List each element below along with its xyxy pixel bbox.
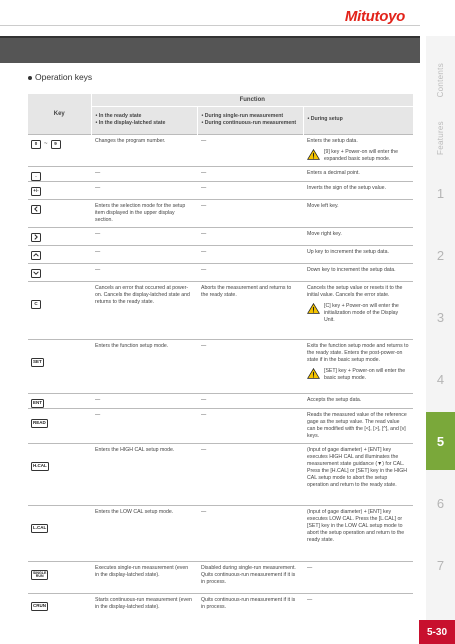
cell-ready: Enters the LOW CAL setup mode. [91,505,197,561]
tab-features[interactable]: Features [436,121,445,155]
warning-icon [307,149,320,160]
cell-setup: Move left key. [303,199,413,227]
table-row [28,561,413,593]
cell-ready: — [91,227,197,245]
cell-setup: Enters a decimal point. [303,166,413,181]
key-cell: 0 ~ 9 [28,134,91,166]
cell-measurement: Disabled during single-run measurement. Quits continuous-run measurement if it is in process. [197,561,303,593]
table-row [28,339,413,393]
cell-ready: — [91,408,197,443]
table-row [28,443,413,505]
bullet-icon [28,76,32,80]
cell-ready: — [91,263,197,281]
cell-ready: Changes the program number. [91,134,197,166]
key-crun: CRUN [31,602,48,611]
cell-ready: Cancels an error that occurred at power-on. Cancels the display-latched state and returns to the ready state. [91,281,197,339]
header-setup: • During setup [303,106,413,134]
cell-measurement: — [197,339,303,393]
table-row [28,408,413,443]
chapter-tabs [426,36,455,644]
key-cell [28,393,91,408]
cell-ready: — [91,181,197,199]
table-row [28,393,413,408]
up-arrow-icon [33,252,39,258]
cell-setup: (Input of gage diameter) + [ENT] key executes HIGH CAL and illuminates the measurement state guidance (▼) for CAL. Press the [H.CAL] or [SET] key in the HIGH CAL setup mode to abort the setup operation and return to the ready state. [303,443,413,505]
key-9: 9 [51,140,61,149]
key-lcal: L.CAL [31,524,48,533]
table-row [28,281,413,339]
note: [C] key + Power-on will enter the initialization mode of the Display Unit. [307,303,409,324]
table-row [28,134,413,166]
key-cell [28,281,91,339]
tab-chapter-5[interactable]: 5 [426,412,455,470]
cell-setup: Cancels the setup value or resets it to the initial value. Cancels the error state. [C] key + Power-on will enter the initialization mode of the Display Unit. [303,281,413,339]
section-title: Operation keys [28,72,92,82]
key-cell [28,227,91,245]
cell-setup: Enters the setup data. [9] key + Power-on will enter the expanded basic setup mode. [303,134,413,166]
cell-setup: Down key to increment the setup data. [303,263,413,281]
key-c: C [31,300,41,309]
key-cell [28,339,91,393]
tab-contents[interactable]: Contents [436,62,445,98]
tab-chapter-2[interactable]: 2 [436,247,445,263]
key-hcal: H.CAL [31,462,49,471]
cell-measurement: — [197,408,303,443]
cell-measurement: — [197,199,303,227]
header-divider [0,25,420,26]
cell-measurement: — [197,505,303,561]
key-right [31,233,41,242]
table-row [28,593,413,621]
cell-measurement: — [197,227,303,245]
key-cell [28,408,91,443]
note: [SET] key + Power-on will enter the basic setup mode. [307,368,409,382]
cell-setup: — [303,593,413,621]
cell-setup: Move right key. [303,227,413,245]
key-cell [28,443,91,505]
cell-measurement: — [197,134,303,166]
key-cell [28,263,91,281]
key-0: 0 [31,140,41,149]
note: [9] key + Power-on will enter the expanded basic setup mode. [307,149,409,163]
cell-ready: — [91,393,197,408]
cell-setup: Up key to increment the setup data. [303,245,413,263]
cell-ready: — [91,166,197,181]
left-arrow-icon [33,206,39,212]
header-key: Key [28,94,91,134]
key-decimal: . [31,172,41,181]
cell-ready: Enters the selection mode for the setup item displayed in the upper display section. [91,199,197,227]
cell-ready: Enters the function setup mode. [91,339,197,393]
table-row [28,227,413,245]
key-cell [28,505,91,561]
key-cell [28,166,91,181]
key-up [31,251,41,260]
key-cell [28,593,91,621]
cell-measurement: Aborts the measurement and returns to the ready state. [197,281,303,339]
header-function: Function [91,94,413,106]
page-number: 5-30 [419,620,455,644]
tab-chapter-7[interactable]: 7 [436,557,445,573]
cell-measurement: — [197,263,303,281]
cell-ready: Starts continuous-run measurement (even in the display-latched state). [91,593,197,621]
warning-icon [307,303,320,314]
mitutoyo-logo: Mitutoyo [344,8,405,25]
table-row [28,263,413,281]
cell-setup: Inverts the sign of the setup value. [303,181,413,199]
cell-measurement: — [197,393,303,408]
key-set: SET [31,358,44,367]
header-ready-state: • In the ready state • In the display-latched state [91,106,197,134]
cell-ready: Executes single-run measurement (even in the display-latched state). [91,561,197,593]
key-single-run: SINGLE RUN [33,570,47,579]
table-row [28,166,413,181]
warning-icon [307,368,320,379]
cell-measurement: — [197,245,303,263]
tab-chapter-3[interactable]: 3 [436,309,445,325]
cell-measurement: — [197,166,303,181]
cell-setup: (Input of gage diameter) + [ENT] key executes LOW CAL. Press the [L.CAL] or [SET] key in the LOW CAL setup mode to abort the setup operation and return to the ready state. [303,505,413,561]
table-row [28,181,413,199]
table-row [28,505,413,561]
tab-chapter-6[interactable]: 6 [436,495,445,511]
operation-keys-table [28,94,413,621]
down-arrow-icon [33,270,39,276]
cell-measurement: Quits continuous-run measurement if it is in process. [197,593,303,621]
cell-setup: Reads the measured value of the reference gage as the setup value. The read value can be modified with the [<], [>], [^], and [v] keys. [303,408,413,443]
table-row [28,245,413,263]
tab-chapter-1[interactable]: 1 [436,185,445,201]
key-sign: +/- [31,187,41,196]
header-measurement: • During single-run measurement • During continuous-run measurement [197,106,303,134]
cell-ready: Enters the HIGH CAL setup mode. [91,443,197,505]
cell-measurement: — [197,443,303,505]
cell-setup: Accepts the setup data. [303,393,413,408]
tab-chapter-4[interactable]: 4 [436,371,445,387]
key-down [31,269,41,278]
key-read: READ [31,419,48,428]
cell-measurement: — [197,181,303,199]
key-cell [28,561,91,593]
key-cell [28,181,91,199]
header-bar [0,36,420,63]
cell-setup: — [303,561,413,593]
table-row [28,199,413,227]
key-left [31,205,41,214]
right-arrow-icon [33,234,39,240]
key-cell [28,245,91,263]
cell-setup: Exits the function setup mode and returns to the ready state. Enters the post-power-on state if in the basic setup mode. [SET] key + Power-on will enter the basic setup mode. [303,339,413,393]
key-ent: ENT [31,399,44,408]
key-cell [28,199,91,227]
cell-ready: — [91,245,197,263]
